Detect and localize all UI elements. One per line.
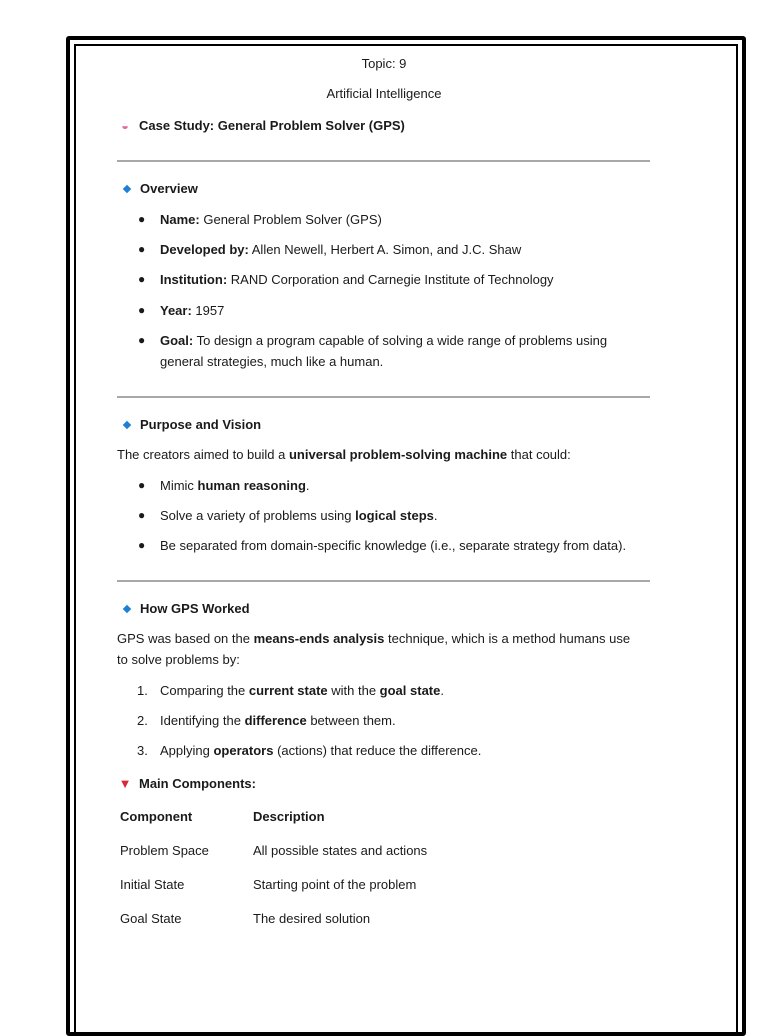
diamond-bullet-icon: [123, 185, 131, 193]
divider: [117, 580, 650, 582]
purpose-intro: The creators aimed to build a universal problem-solving machine that could:: [117, 447, 571, 462]
divider: [117, 396, 650, 398]
pushpin-icon: ▼: [118, 776, 132, 791]
diamond-bullet-icon: [123, 421, 131, 429]
topic-label: Topic: 9: [361, 56, 407, 71]
subject-title: Artificial Intelligence: [326, 86, 442, 101]
divider: [117, 160, 650, 162]
components-heading: ▼ Main Components:: [118, 776, 256, 791]
case-study-title: ◒ Case Study: General Problem Solver (GPS): [117, 118, 405, 133]
table-header-component: Component: [120, 809, 193, 824]
how-intro: GPS was based on the means-ends analysis technique, which is a method humans use to solve problems by:: [117, 631, 631, 667]
brain-icon: ◒: [121, 118, 129, 133]
purpose-heading: Purpose and Vision: [117, 417, 261, 432]
how-heading: How GPS Worked: [117, 601, 250, 616]
diamond-bullet-icon: [123, 605, 131, 613]
table-header-description: Description: [253, 809, 325, 824]
overview-heading: Overview: [117, 181, 198, 196]
